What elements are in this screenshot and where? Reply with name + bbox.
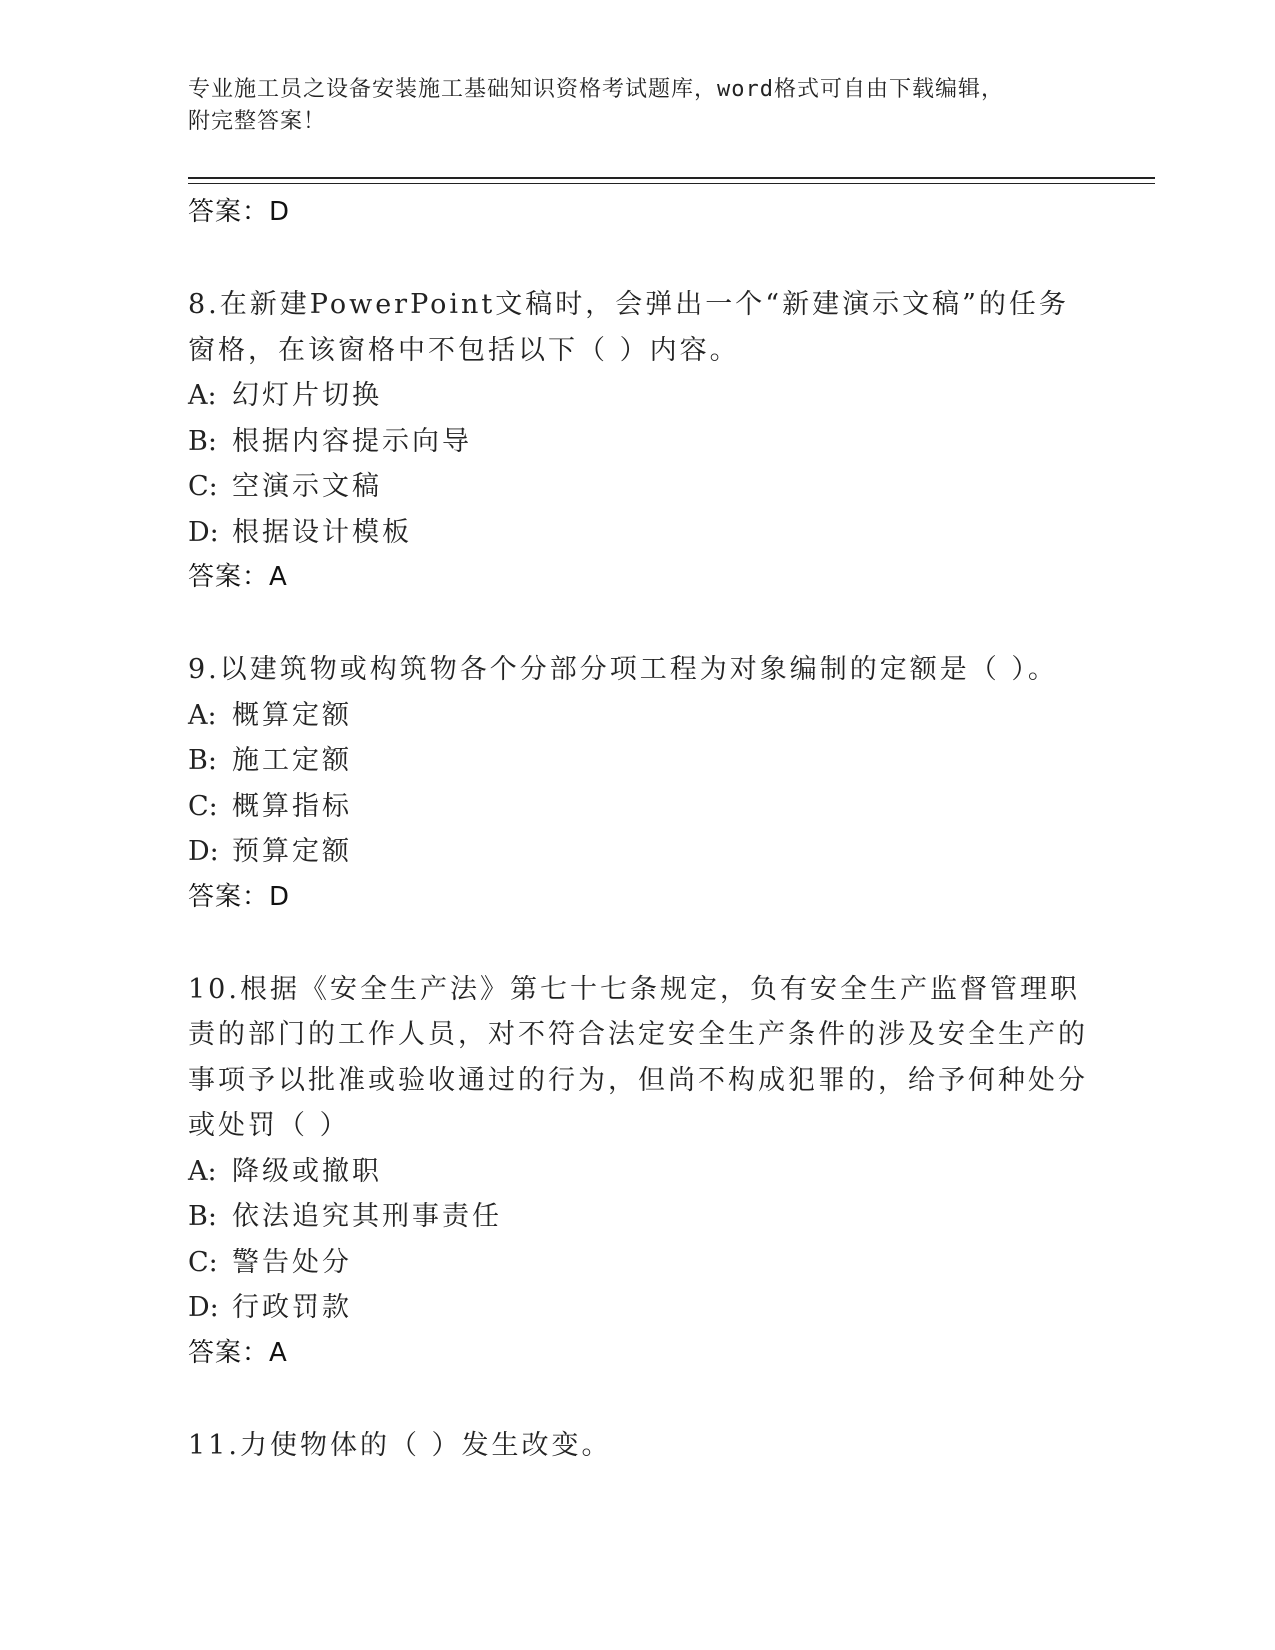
- option-key: C:: [188, 471, 218, 502]
- option-key: B:: [188, 745, 217, 776]
- header-line-2: 附完整答案！: [188, 109, 327, 134]
- answer-label: 答案：: [188, 562, 270, 592]
- answer-label: 答案：: [188, 881, 270, 912]
- answer-value: D: [269, 881, 291, 912]
- option-text: 行政罚款: [232, 1292, 352, 1323]
- answer-line: [188, 875, 1088, 920]
- option-key: D:: [188, 836, 219, 867]
- option-key: D:: [188, 516, 219, 548]
- answer-value: A: [269, 1337, 288, 1368]
- option-key: A:: [188, 699, 217, 731]
- document-header: [188, 74, 1088, 138]
- question-text: 10.根据《安全生产法》第七十七条规定，负有安全生产监督管理职责的部门的工作人员，对不符合法定安全生产条件的涉及安全生产的事项予以批准或验收通过的行为，但尚不构成犯罪的，给予何种处分或处罚（ ）: [188, 973, 1088, 1141]
- option-key: C:: [188, 1246, 218, 1278]
- document-body: [188, 190, 1088, 1468]
- option-text: 空演示文稿: [232, 471, 382, 502]
- question-block-9: [188, 647, 1088, 920]
- option-key: A:: [188, 380, 217, 411]
- answer-value: D: [269, 197, 291, 227]
- option-text: 概算定额: [232, 699, 352, 731]
- option-key: B:: [188, 425, 217, 457]
- option-d: [188, 829, 1088, 875]
- option-text: 幻灯片切换: [232, 380, 382, 411]
- option-text: 依法追究其刑事责任: [232, 1201, 502, 1232]
- option-text: 根据内容提示向导: [232, 425, 472, 457]
- option-d: [188, 510, 1088, 556]
- option-text: 预算定额: [232, 836, 352, 867]
- option-text: 根据设计模板: [232, 516, 412, 548]
- option-c: [188, 464, 1088, 510]
- option-d: [188, 1285, 1088, 1331]
- option-key: D:: [188, 1292, 219, 1323]
- option-a: [188, 693, 1088, 739]
- option-b: [188, 1194, 1088, 1240]
- question-text: 11.力使物体的（ ）发生改变。: [188, 1429, 612, 1461]
- question-text: 9.以建筑物或构筑物各个分部分项工程为对象编制的定额是（ ）。: [188, 654, 1058, 685]
- answer-value: A: [269, 562, 288, 592]
- option-b: [188, 419, 1088, 465]
- question-block-10: [188, 967, 1088, 1376]
- header-rule-thin: [188, 183, 1155, 184]
- option-key: B:: [188, 1201, 217, 1232]
- answer-label: 答案：: [188, 1337, 270, 1368]
- option-key: A:: [188, 1155, 217, 1187]
- option-a: [188, 1149, 1088, 1195]
- option-text: 施工定额: [232, 745, 352, 776]
- answer-line: [188, 555, 1088, 600]
- header-line-1: 专业施工员之设备安装施工基础知识资格考试题库，word格式可自由下载编辑，: [188, 77, 1004, 102]
- option-a: [188, 373, 1088, 419]
- option-c: [188, 1240, 1088, 1286]
- option-text: 降级或撤职: [232, 1155, 382, 1187]
- question-block-11: [188, 1423, 1088, 1469]
- answer-label: 答案：: [188, 197, 270, 227]
- option-key: C:: [188, 790, 218, 822]
- answer-line: [188, 190, 1088, 235]
- header-rule-thick: [188, 177, 1155, 179]
- option-text: 概算指标: [232, 790, 352, 822]
- answer-line: [188, 1331, 1088, 1376]
- option-b: [188, 738, 1088, 784]
- option-c: [188, 784, 1088, 830]
- question-text: 8.在新建PowerPoint文稿时，会弹出一个“新建演示文稿”的任务窗格，在该窗格中不包括以下（ ）内容。: [188, 289, 1069, 366]
- option-text: 警告处分: [232, 1246, 352, 1278]
- question-block-8: [188, 282, 1088, 600]
